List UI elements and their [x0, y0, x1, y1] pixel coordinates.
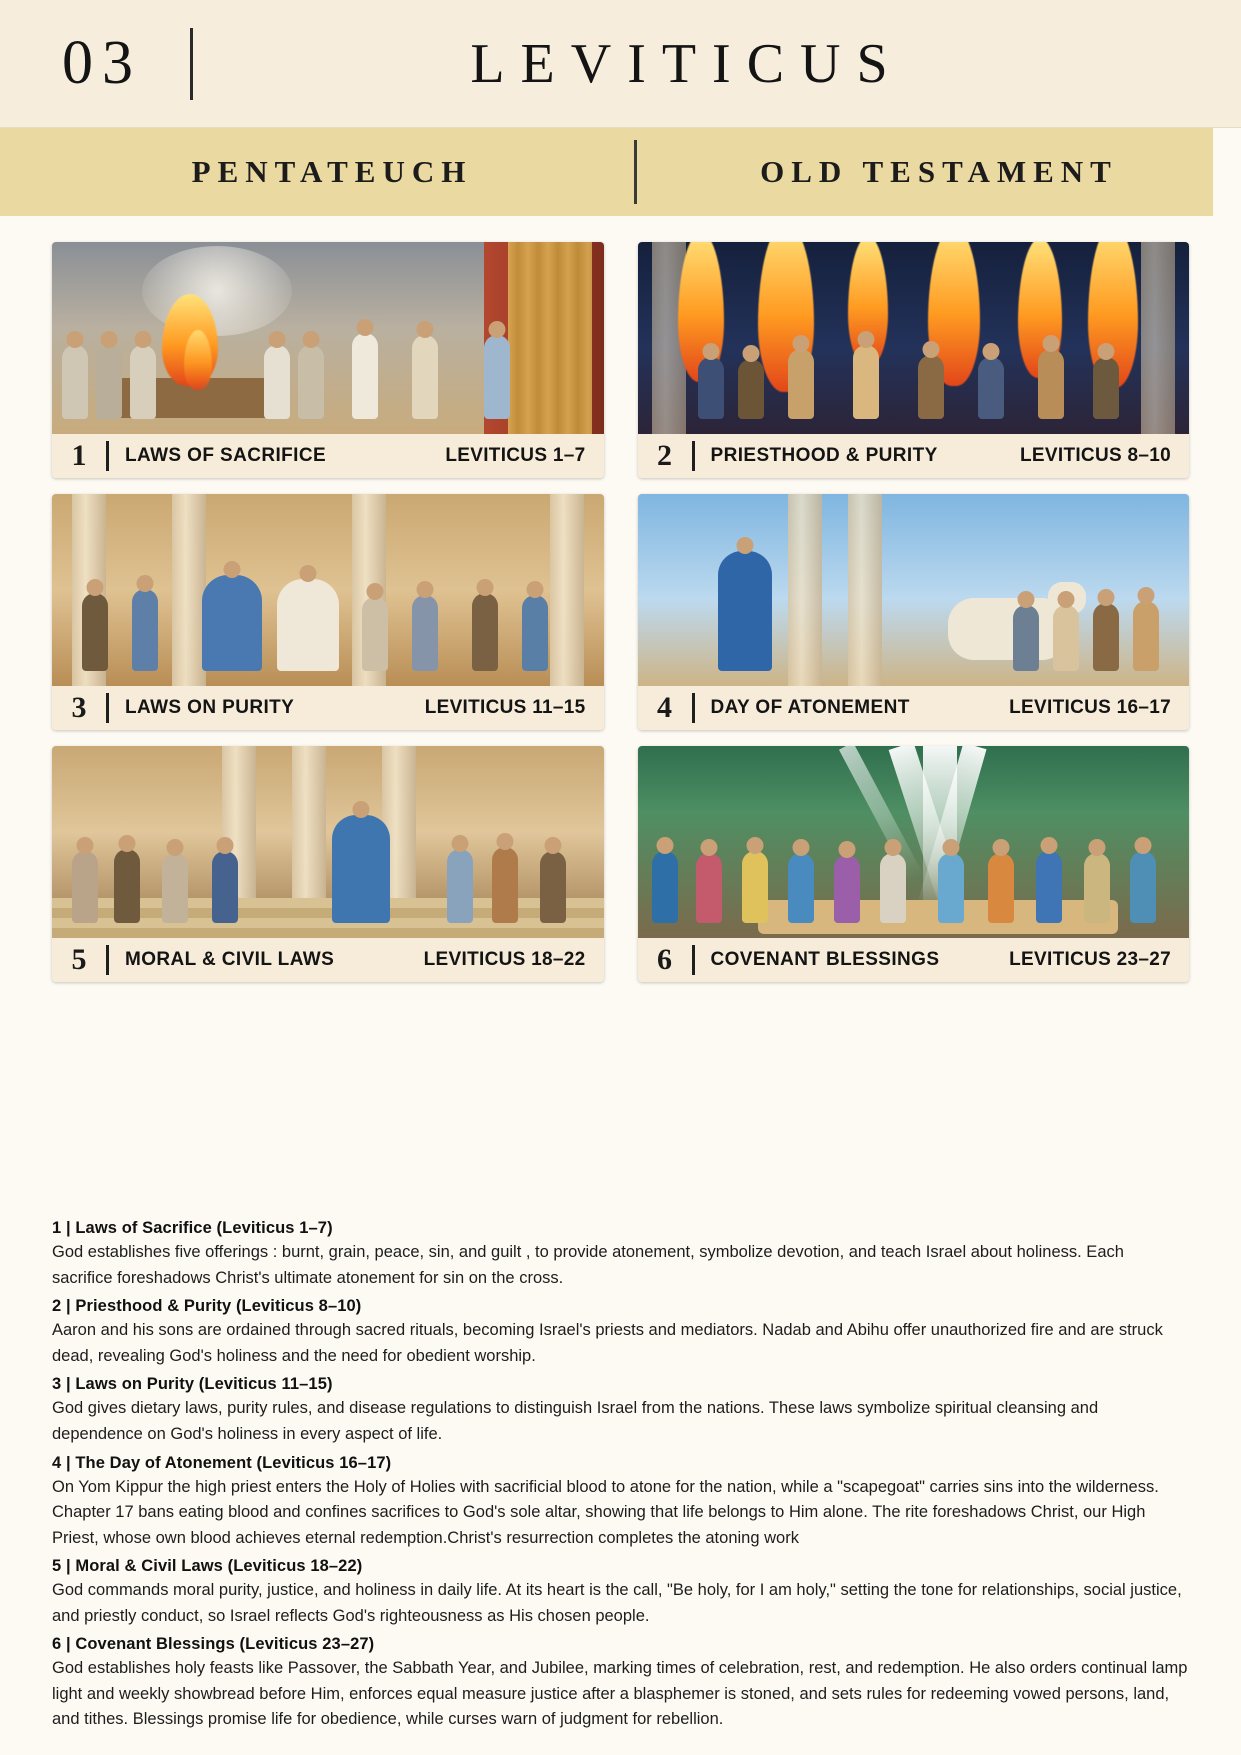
- scene-reference-6: LEVITICUS 23–27: [1009, 949, 1171, 970]
- caption-divider: [692, 441, 695, 471]
- summary-entry-5: [52, 1557, 1189, 1629]
- scene-card-3[interactable]: [52, 494, 604, 730]
- scene-number-4: 4: [657, 691, 672, 724]
- scene-artwork-priesthood: [638, 242, 1190, 434]
- scene-number-5: 5: [71, 943, 87, 976]
- summary-heading-1: 1 | Laws of Sacrifice (Leviticus 1–7): [52, 1219, 333, 1238]
- scene-artwork-covenant: [638, 746, 1190, 938]
- scene-grid-container: [0, 216, 1241, 1203]
- summary-list: [0, 1203, 1241, 1755]
- section-old-testament: OLD TESTAMENT: [760, 154, 1118, 189]
- scene-reference-1: LEVITICUS 1–7: [445, 445, 586, 466]
- caption-divider: [692, 945, 695, 975]
- summary-entry-4: [52, 1454, 1189, 1552]
- scene-card-2[interactable]: [638, 242, 1190, 478]
- summary-heading-5: 5 | Moral & Civil Laws (Leviticus 18–22): [52, 1557, 363, 1576]
- scene-title-6: COVENANT BLESSINGS: [710, 949, 940, 970]
- scene-reference-3: LEVITICUS 11–15: [424, 697, 586, 718]
- book-title: LEVITICUS: [470, 32, 904, 95]
- summary-heading-2: 2 | Priesthood & Purity (Leviticus 8–10): [52, 1297, 362, 1316]
- section-band: [0, 128, 1241, 216]
- scene-title-2: PRIESTHOOD & PURITY: [710, 445, 938, 466]
- scene-reference-2: LEVITICUS 8–10: [1020, 445, 1171, 466]
- scene-artwork-sacrifice: [52, 242, 604, 434]
- caption-divider: [106, 441, 109, 471]
- scene-artwork-purity: [52, 494, 604, 686]
- summary-text-6: God establishes holy feasts like Passover, the Sabbath Year, and Jubilee, marking times of celebration, rest, and redemption. He also orders continual lamp light and weekly showbread before Him, enforces equal measure justice after a blasphemer is stoned, and sets rules for redeeming vowed persons, land, and tithes. Blessings promise life for obedience, while curses warn of judgment for rebellion.: [52, 1659, 1188, 1729]
- scene-number-3: 3: [71, 691, 87, 724]
- scene-number-6: 6: [657, 943, 672, 976]
- band-edge: [1213, 128, 1241, 216]
- scene-caption-5: [52, 938, 604, 982]
- section-pentateuch: PENTATEUCH: [191, 154, 473, 189]
- scene-card-1[interactable]: [52, 242, 604, 478]
- scene-card-6[interactable]: [638, 746, 1190, 982]
- summary-entry-2: [52, 1297, 1189, 1369]
- scene-caption-2: [638, 434, 1190, 478]
- summary-text-4: On Yom Kippur the high priest enters the Holy of Holies with sacrificial blood to atone for the nation, while a "scapegoat" carries sins into the wilderness. Chapter 17 bans eating blood and confines sacrifices to God's sole altar, showing that life belongs to Him alone. The rite foreshadows Christ, our High Priest, whose own blood achieves eternal redemption.Christ's resurrection completes the atoning work: [52, 1477, 1159, 1547]
- scene-grid: [52, 242, 1189, 982]
- summary-text-1: God establishes five offerings : burnt, grain, peace, sin, and guilt , to provide atonement, symbolize devotion, and teach Israel about holiness. Each sacrifice foreshadows Christ's ultimate atonement for sin on the cross.: [52, 1243, 1124, 1287]
- caption-divider: [692, 693, 695, 723]
- scene-caption-1: [52, 434, 604, 478]
- scene-title-5: MORAL & CIVIL LAWS: [125, 949, 335, 970]
- scene-caption-3: [52, 686, 604, 730]
- summary-heading-6: 6 | Covenant Blessings (Leviticus 23–27): [52, 1635, 375, 1654]
- scene-artwork-moral-laws: [52, 746, 604, 938]
- page-header: [0, 0, 1241, 128]
- summary-entry-6: [52, 1635, 1189, 1733]
- summary-entry-1: [52, 1219, 1189, 1291]
- scene-caption-6: [638, 938, 1190, 982]
- scene-artwork-atonement: [638, 494, 1190, 686]
- scene-card-5[interactable]: [52, 746, 604, 982]
- scene-number-2: 2: [657, 439, 672, 472]
- summary-entry-3: [52, 1375, 1189, 1447]
- scene-title-3: LAWS ON PURITY: [125, 697, 295, 718]
- book-number: 03: [62, 29, 142, 97]
- caption-divider: [106, 693, 109, 723]
- scene-caption-4: [638, 686, 1190, 730]
- scene-reference-4: LEVITICUS 16–17: [1009, 697, 1171, 718]
- summary-text-5: God commands moral purity, justice, and holiness in daily life. At its heart is the call, "Be holy, for I am holy," setting the tone for relationships, social justice, and priestly conduct, so Israel reflects God's righteousness as His chosen people.: [52, 1581, 1182, 1625]
- caption-divider: [106, 945, 109, 975]
- scene-number-1: 1: [71, 439, 87, 472]
- scene-title-4: DAY OF ATONEMENT: [710, 697, 910, 718]
- scene-title-1: LAWS OF SACRIFICE: [125, 445, 327, 466]
- scene-reference-5: LEVITICUS 18–22: [423, 949, 586, 970]
- summary-heading-3: 3 | Laws on Purity (Leviticus 11–15): [52, 1375, 333, 1394]
- scene-card-4[interactable]: [638, 494, 1190, 730]
- summary-text-3: God gives dietary laws, purity rules, and disease regulations to distinguish Israel from the nations. These laws symbolize spiritual cleansing and dependence on God's holiness in every aspect of life.: [52, 1399, 1099, 1443]
- summary-heading-4: 4 | The Day of Atonement (Leviticus 16–17): [52, 1453, 392, 1472]
- summary-text-2: Aaron and his sons are ordained through sacred rituals, becoming Israel's priests and mediators. Nadab and Abihu offer unauthorized fire and are struck dead, revealing God's holiness and the need for obedient worship.: [52, 1321, 1163, 1365]
